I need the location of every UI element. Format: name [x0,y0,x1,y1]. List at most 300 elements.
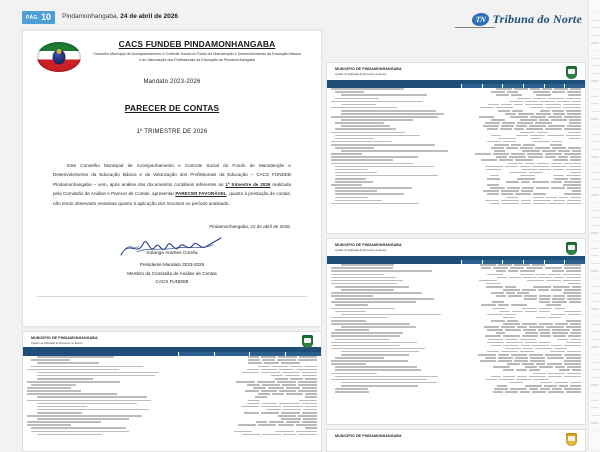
table-cell [567,295,581,297]
document-subtitle: Conselho Municipal de Acompanhamento e Controle Social do Fundo de Manutenção e Desenvolvimento da Educação Básica e de Valorização dos Profissionais da Educação de Pindamonhangaba [93,52,301,62]
table-cell [279,390,295,392]
dateline-date: 24 de abril de 2026 [120,13,179,20]
row-values [463,283,581,285]
row-label [27,409,178,411]
table-cell [302,412,317,414]
table-cell [523,277,536,279]
table-cell [533,193,546,195]
row-label-text [335,339,390,341]
body-text-part1: Este Conselho Municipal de Acompanhamento e Controle Social do Fundo de Manutenção e Desenvolvimento da Educação Básica e de Valorização dos Profissionais da Educação – CACS FUNDEB Pindamonhangaba – vem, após análise dos documentos contábeis referentes ao [53,163,291,187]
row-label-text [335,172,377,174]
row-label [27,412,178,414]
table-cell [491,91,505,93]
table-cell [305,393,317,395]
row-label-text [335,366,417,368]
row-label [331,144,461,146]
row-values [180,390,317,392]
table-cell [302,375,317,377]
table-cell [522,169,537,171]
table-cell [566,270,581,272]
table-cell [570,172,581,174]
table-cell [281,362,300,364]
table-cell [506,197,518,199]
table-cell [480,107,494,109]
row-label [331,274,461,276]
table-cell [525,385,542,387]
table-cell [501,351,518,353]
table-cell [525,104,543,106]
row-label [331,326,461,328]
row-values [180,356,317,358]
row-label-text [37,409,149,411]
row-label [331,280,461,282]
table-cell [520,132,535,134]
row-values [463,357,581,359]
table-cell [262,359,274,361]
table-cell [277,381,296,383]
edge-text-line [591,88,599,89]
table-cell [546,304,561,306]
table-cell [539,119,548,121]
table-cell [564,388,581,390]
financial-report-page[interactable] [326,429,586,452]
tn-monogram-text: TN [474,15,486,24]
table-cell [279,403,300,405]
table-cell [547,357,564,359]
parecer-document[interactable] [22,30,322,327]
table-cell [494,144,508,146]
table-cell [529,388,538,390]
table-cell [501,104,512,106]
table-cell [488,339,502,341]
period-label: 1º TRIMESTRE DE 2026 [136,129,208,135]
row-values [463,320,581,322]
table-cell [511,304,526,306]
table-cell [491,119,505,121]
table-cell [566,175,581,177]
row-values [463,153,581,155]
table-cell [501,200,519,202]
row-label-text [331,320,366,322]
financial-report-page[interactable] [326,238,586,425]
row-values [180,400,317,402]
row-values [463,144,581,146]
table-cell [530,116,547,118]
row-label [331,101,461,103]
row-values [180,427,317,429]
table-cell [536,113,551,115]
table-cell [536,94,551,96]
table-cell [255,396,267,398]
row-label-text [335,329,369,331]
table-cell [516,369,527,371]
row-values [180,369,317,371]
row-label-text [331,317,388,319]
table-cell [564,345,581,347]
row-label [27,369,178,371]
row-label-text [331,342,417,344]
row-label-text [331,283,397,285]
table-cell [481,304,495,306]
table-cell [498,357,513,359]
table-cell [520,119,538,121]
table-cell [520,274,534,276]
edge-text-line [591,270,599,271]
table-cell [490,187,505,189]
table-cell [509,382,523,384]
table-cell [523,348,532,350]
table-cell [514,264,531,266]
row-values [180,434,317,436]
row-label [27,356,178,358]
table-cell [563,274,581,276]
table-cell [514,88,528,90]
report-subtitle: Quadro de Aplicação de Recursos no Ensino [335,248,387,252]
page-number-badge [22,11,55,24]
row-label [27,362,178,364]
table-cell [487,193,499,195]
row-values [463,274,581,276]
row-label-text [331,274,384,276]
row-label-text [331,107,397,109]
edge-text-line [591,73,599,74]
edge-text-line [591,179,599,180]
table-cell [282,384,296,386]
table-cell [552,388,563,390]
row-values [463,166,581,168]
table-cell [512,110,524,112]
row-label [27,396,178,398]
table-cell [302,372,317,374]
financial-report-page[interactable] [326,62,586,234]
table-cell [492,301,504,303]
table-cell [262,403,277,405]
table-cell [552,332,569,334]
row-label [331,159,461,161]
row-label [331,283,461,285]
row-values [463,203,581,205]
table-cell [530,135,545,137]
row-label [331,110,461,112]
table-cell [546,326,564,328]
table-cell [494,150,505,152]
table-cell [530,107,543,109]
table-cell [568,283,581,285]
table-cell [498,354,510,356]
table-cell [529,326,544,328]
table-cell [483,190,500,192]
document-header [37,39,307,72]
row-label-text [31,366,143,368]
section-title: PARECER DE CONTAS [124,103,220,113]
table-cell [493,391,502,393]
table-cell [555,366,564,368]
row-label-text [27,387,71,389]
table-cell [572,101,581,103]
table-cell [533,200,551,202]
table-cell [566,342,581,344]
row-label [331,107,461,109]
row-label-text [335,175,438,177]
parecer-body-text [53,161,291,208]
table-cell [496,94,509,96]
table-cell [503,345,518,347]
table-cell [572,329,581,331]
row-values [463,382,581,384]
row-label-text [335,391,369,393]
table-cell [533,197,545,199]
table-cell [536,317,547,319]
table-cell [258,393,270,395]
row-values [463,292,581,294]
row-values [180,412,317,414]
row-label [331,184,461,186]
table-cell [496,332,505,334]
table-cell [548,391,563,393]
row-label [331,98,461,100]
row-label-text [335,98,379,100]
row-label [331,135,461,137]
report-table-body [327,264,585,394]
table-cell [483,125,500,127]
table-cell [554,178,568,180]
row-label-text [331,116,438,118]
row-values [463,369,581,371]
table-cell [247,403,261,405]
row-label-text [331,295,373,297]
table-cell [510,116,528,118]
row-values [180,384,317,386]
table-cell [485,122,500,124]
table-cell [563,107,581,109]
table-cell [569,301,581,303]
municipal-crest-icon [566,242,577,255]
row-label-text [341,314,441,316]
row-values [463,379,581,381]
row-label-text [37,406,87,408]
table-cell [539,298,550,300]
signatory-membership: Membro da Comissão de Análise de Contas [127,270,217,276]
table-cell [525,311,537,313]
table-cell [487,178,500,180]
table-cell [536,363,545,365]
row-values [463,125,581,127]
row-label [331,301,461,303]
table-cell [236,381,255,383]
table-cell [539,301,550,303]
header-divider-line [455,27,495,28]
table-cell [290,366,302,368]
table-cell [496,270,507,272]
table-cell [515,193,532,195]
financial-report-page[interactable] [22,331,322,452]
table-cell [550,351,565,353]
table-cell [553,286,570,288]
table-cell [282,372,300,374]
row-label [27,393,178,395]
row-label [27,427,178,429]
row-label [331,366,461,368]
row-values [463,175,581,177]
row-label-text [331,348,425,350]
row-values [463,345,581,347]
table-cell [485,357,496,359]
table-cell [247,384,261,386]
table-cell [498,110,510,112]
table-cell [268,387,284,389]
edge-text-line [591,331,599,332]
row-values [463,110,581,112]
edge-text-line [591,111,599,112]
table-cell [516,379,531,381]
edge-text-line [591,58,599,59]
edge-text-line [591,194,599,195]
table-cell [242,372,258,374]
table-cell [569,119,581,121]
table-cell [522,323,537,325]
table-cell [486,169,501,171]
row-label [331,351,461,353]
table-cell [244,412,259,414]
table-cell [271,375,283,377]
table-cell [570,332,581,334]
table-cell [551,345,563,347]
table-cell [498,304,510,306]
table-cell [258,366,270,368]
table-cell [533,91,550,93]
edge-text-line [591,278,599,279]
table-cell [261,390,277,392]
row-label [331,332,461,334]
row-values [180,381,317,383]
table-cell [497,385,508,387]
table-cell [553,335,566,337]
table-cell [491,320,505,322]
row-label [331,308,461,310]
table-cell [539,323,553,325]
table-cell [572,369,581,371]
table-cell [492,308,505,310]
table-cell [480,360,495,362]
table-cell [554,88,568,90]
row-values [463,113,581,115]
dateline-city: Pindamonhangaba, [62,13,119,20]
table-cell [564,153,581,155]
table-cell [298,381,317,383]
row-values [463,342,581,344]
table-cell [499,379,514,381]
table-cell [501,193,513,195]
row-values [463,141,581,143]
table-cell [264,362,279,364]
report-title: MUNICÍPIO DE PINDAMONHANGABA [335,67,402,71]
edge-text-line [591,217,599,218]
edge-text-line [591,65,599,66]
row-values [463,363,581,365]
table-cell [564,116,581,118]
row-label [331,190,461,192]
edge-text-line [591,126,599,127]
table-cell [545,107,562,109]
row-label [331,264,461,266]
table-cell [261,369,277,371]
row-label-text [27,415,142,417]
row-label-text [331,335,400,337]
table-cell [537,163,549,165]
row-values [463,91,581,93]
row-label [27,359,178,361]
table-cell [509,156,526,158]
row-label [331,94,461,96]
table-cell [547,135,564,137]
table-cell [538,329,550,331]
table-cell [517,292,529,294]
table-cell [533,98,546,100]
table-cell [286,421,300,423]
table-cell [286,393,302,395]
row-label [331,314,461,316]
row-label-text [331,163,413,165]
municipal-crest-icon [566,433,577,446]
table-cell [539,308,552,310]
row-label [27,418,178,420]
table-cell [241,406,259,408]
table-cell [272,366,288,368]
table-cell [524,295,537,297]
table-cell [539,169,551,171]
table-cell [566,135,581,137]
signature-block [37,239,307,261]
row-values [463,335,581,337]
row-label [331,91,461,93]
table-cell [554,277,563,279]
table-cell [559,369,570,371]
table-cell [487,329,502,331]
edge-text-line [591,301,599,302]
row-label-text [341,351,419,353]
table-cell [557,101,570,103]
table-cell [505,329,522,331]
report-header [327,239,585,254]
row-label-text [331,144,435,146]
table-cell [570,323,581,325]
table-cell [506,181,519,183]
row-values [180,375,317,377]
row-label-text [335,135,420,137]
table-cell [563,292,581,294]
table-cell [515,357,528,359]
table-cell [542,88,553,90]
table-cell [538,277,552,279]
row-label [331,88,461,90]
table-cell [520,175,535,177]
row-label [331,138,461,140]
table-cell [527,153,542,155]
table-cell [503,376,515,378]
row-label [331,181,461,183]
report-title: MUNICÍPIO DE PINDAMONHANGABA [335,243,402,247]
table-cell [512,311,524,313]
table-cell [507,320,518,322]
row-label [331,178,461,180]
row-label [331,267,461,269]
table-cell [493,153,510,155]
row-label [331,119,461,121]
table-cell [283,434,295,436]
row-label [331,286,461,288]
masthead-logo[interactable] [472,12,582,27]
table-cell [509,101,523,103]
